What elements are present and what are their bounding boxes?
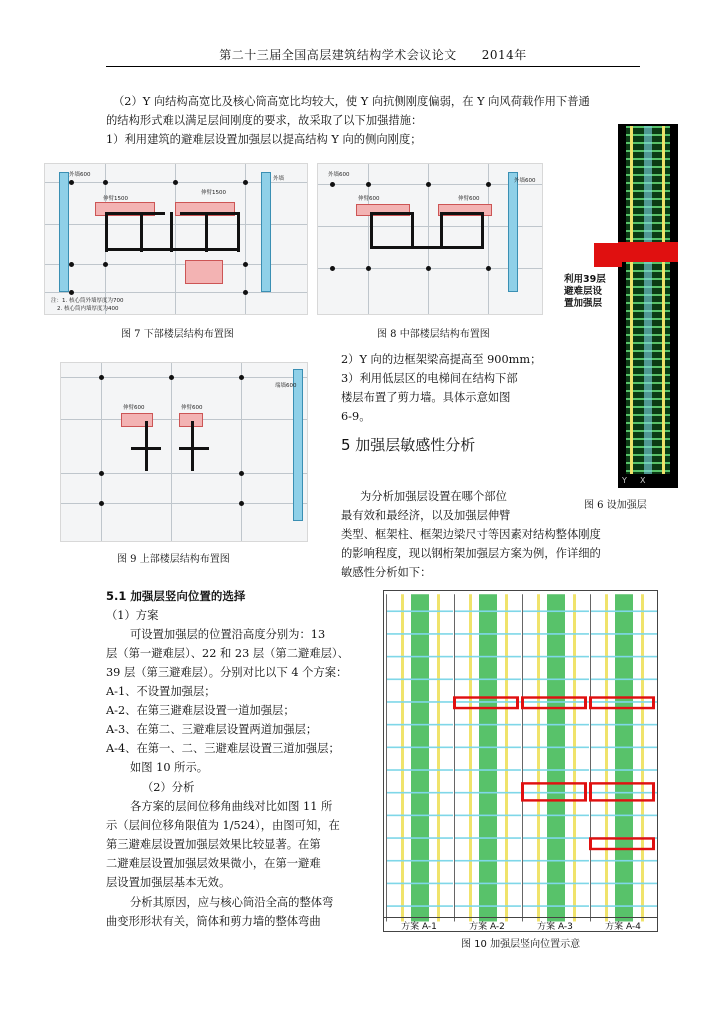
paragraph-line: 层（第一避难层）、22 和 23 层（第二避难层）、: [106, 647, 349, 660]
paragraph-line: A-1、不设置加强层；: [106, 685, 216, 698]
figure-10-caption: 图 10 加强层竖向位置示意: [461, 939, 581, 950]
figure-6-caption: 图 6 设加强层: [584, 500, 647, 511]
outrigger-label: 伸臂1500: [103, 196, 128, 202]
paragraph-line: 2）Y 向的边框架梁高提高至 900mm；: [341, 353, 542, 366]
paragraph-line: 分析其原因，应与核心筒沿全高的整体弯: [130, 896, 334, 909]
figure-9-plan: [60, 362, 308, 542]
scheme-label: 方案 A-4: [605, 922, 641, 932]
paragraph-line: 示（层间位移角限值为 1/524），由图可知，在: [106, 819, 340, 832]
figure-10: [383, 590, 658, 932]
outrigger-label: 伸臂600: [123, 405, 145, 411]
paragraph-line: 各方案的层间位移角曲线对比如图 11 所: [130, 800, 333, 813]
note-line: 注：1. 核心筒外墙厚度为700: [51, 298, 124, 304]
paragraph-line: A-3、在第二、三避难层设置两道加强层；: [106, 723, 318, 736]
figure-8-caption: 图 8 中部楼层结构布置图: [377, 329, 490, 340]
scheme-panel-a3: [522, 594, 589, 921]
scheme-panel-a4: [590, 594, 657, 921]
paragraph-line: （2）分析: [142, 781, 195, 794]
paragraph-line: 如图 10 所示。: [130, 761, 209, 774]
paragraph-line: 的结构形式难以满足层间刚度的要求，故采取了以下加强措施：: [106, 114, 423, 127]
figure-8-plan: [317, 163, 543, 315]
outrigger-label: 伸臂600: [358, 196, 380, 202]
paragraph-line: 39 层（第三避难层）。分别对比以下 4 个方案：: [106, 666, 348, 679]
wall-label: 外墙600: [69, 172, 91, 178]
paragraph-line: 敏感性分析如下：: [341, 566, 432, 579]
paragraph-line: 3）利用低层区的电梯间在结构下部: [341, 372, 518, 385]
outrigger-label: 伸臂1500: [201, 190, 226, 196]
scheme-label: 方案 A-1: [401, 922, 437, 932]
figure-9-caption: 图 9 上部楼层结构布置图: [117, 554, 230, 565]
figure-6-annotation: 利用39层 避难层设 置加强层: [564, 274, 606, 309]
paragraph-line: （2）Y 向结构高宽比及核心筒高宽比均较大，使 Y 向抗侧刚度偏弱，在 Y 向风荷载作用下普通: [113, 95, 590, 108]
outrigger-label: 伸臂600: [458, 196, 480, 202]
paragraph-line: 类型、框架柱、框架边梁尺寸等因素对结构整体刚度: [341, 528, 601, 541]
section-5-heading: 5 加强层敏感性分析: [341, 436, 476, 454]
note-line: 2. 核心筒内墙厚度为400: [57, 306, 119, 312]
scheme-label: 方案 A-3: [537, 922, 573, 932]
scheme-panel-a2: [454, 594, 521, 921]
figure-7-plan: [44, 163, 308, 315]
paragraph-line: （1）方案: [106, 609, 159, 622]
paragraph-line: 楼层布置了剪力墙。具体示意如图: [341, 391, 511, 404]
figure-6-tower: [618, 124, 678, 488]
paragraph-line: 的影响程度，现以钢桁架加强层方案为例，作详细的: [341, 547, 601, 560]
paragraph-line: A-4、在第一、二、三避难层设置三道加强层；: [106, 742, 340, 755]
outrigger-label: 伸臂600: [181, 405, 203, 411]
paragraph-line: 层设置加强层基本无效。: [106, 876, 231, 889]
callout-arrow: [594, 243, 622, 267]
wall-label: 外墙600: [328, 172, 350, 178]
wall-label: 外墙600: [514, 178, 536, 184]
axis-label: Y: [622, 476, 627, 485]
paragraph-line: 为分析加强层设置在哪个部位: [360, 490, 507, 503]
paragraph-line: 可设置加强层的位置沿高度分别为：13: [130, 628, 326, 641]
paragraph-line: 曲变形形状有关，筒体和剪力墙的整体弯曲: [106, 915, 321, 928]
paragraph-line: 6-9。: [341, 410, 371, 423]
scheme-label: 方案 A-2: [469, 922, 505, 932]
wall-label: 外墙: [273, 176, 285, 182]
paragraph-line: 第三避难层设置加强层效果比较显著。在第: [106, 838, 321, 851]
header-rule: [106, 66, 640, 67]
paragraph-line: 二避难层设置加强层效果微小，在第一避难: [106, 857, 321, 870]
axis-label: X: [640, 476, 646, 485]
running-header: 第二十三届全国高层建筑结构学术会议论文 2014年: [219, 48, 527, 62]
paragraph-line: 最有效和最经济，以及加强层伸臂: [341, 509, 511, 522]
section-5-1-heading: 5.1 加强层竖向位置的选择: [106, 589, 246, 603]
paragraph-line: 1）利用建筑的避难层设置加强层以提高结构 Y 向的侧向刚度；: [106, 133, 422, 146]
paragraph-line: A-2、在第三避难层设置一道加强层；: [106, 704, 295, 717]
wall-label: 端墙600: [275, 383, 297, 389]
figure-7-caption: 图 7 下部楼层结构布置图: [121, 329, 234, 340]
scheme-panel-a1: [386, 594, 453, 921]
